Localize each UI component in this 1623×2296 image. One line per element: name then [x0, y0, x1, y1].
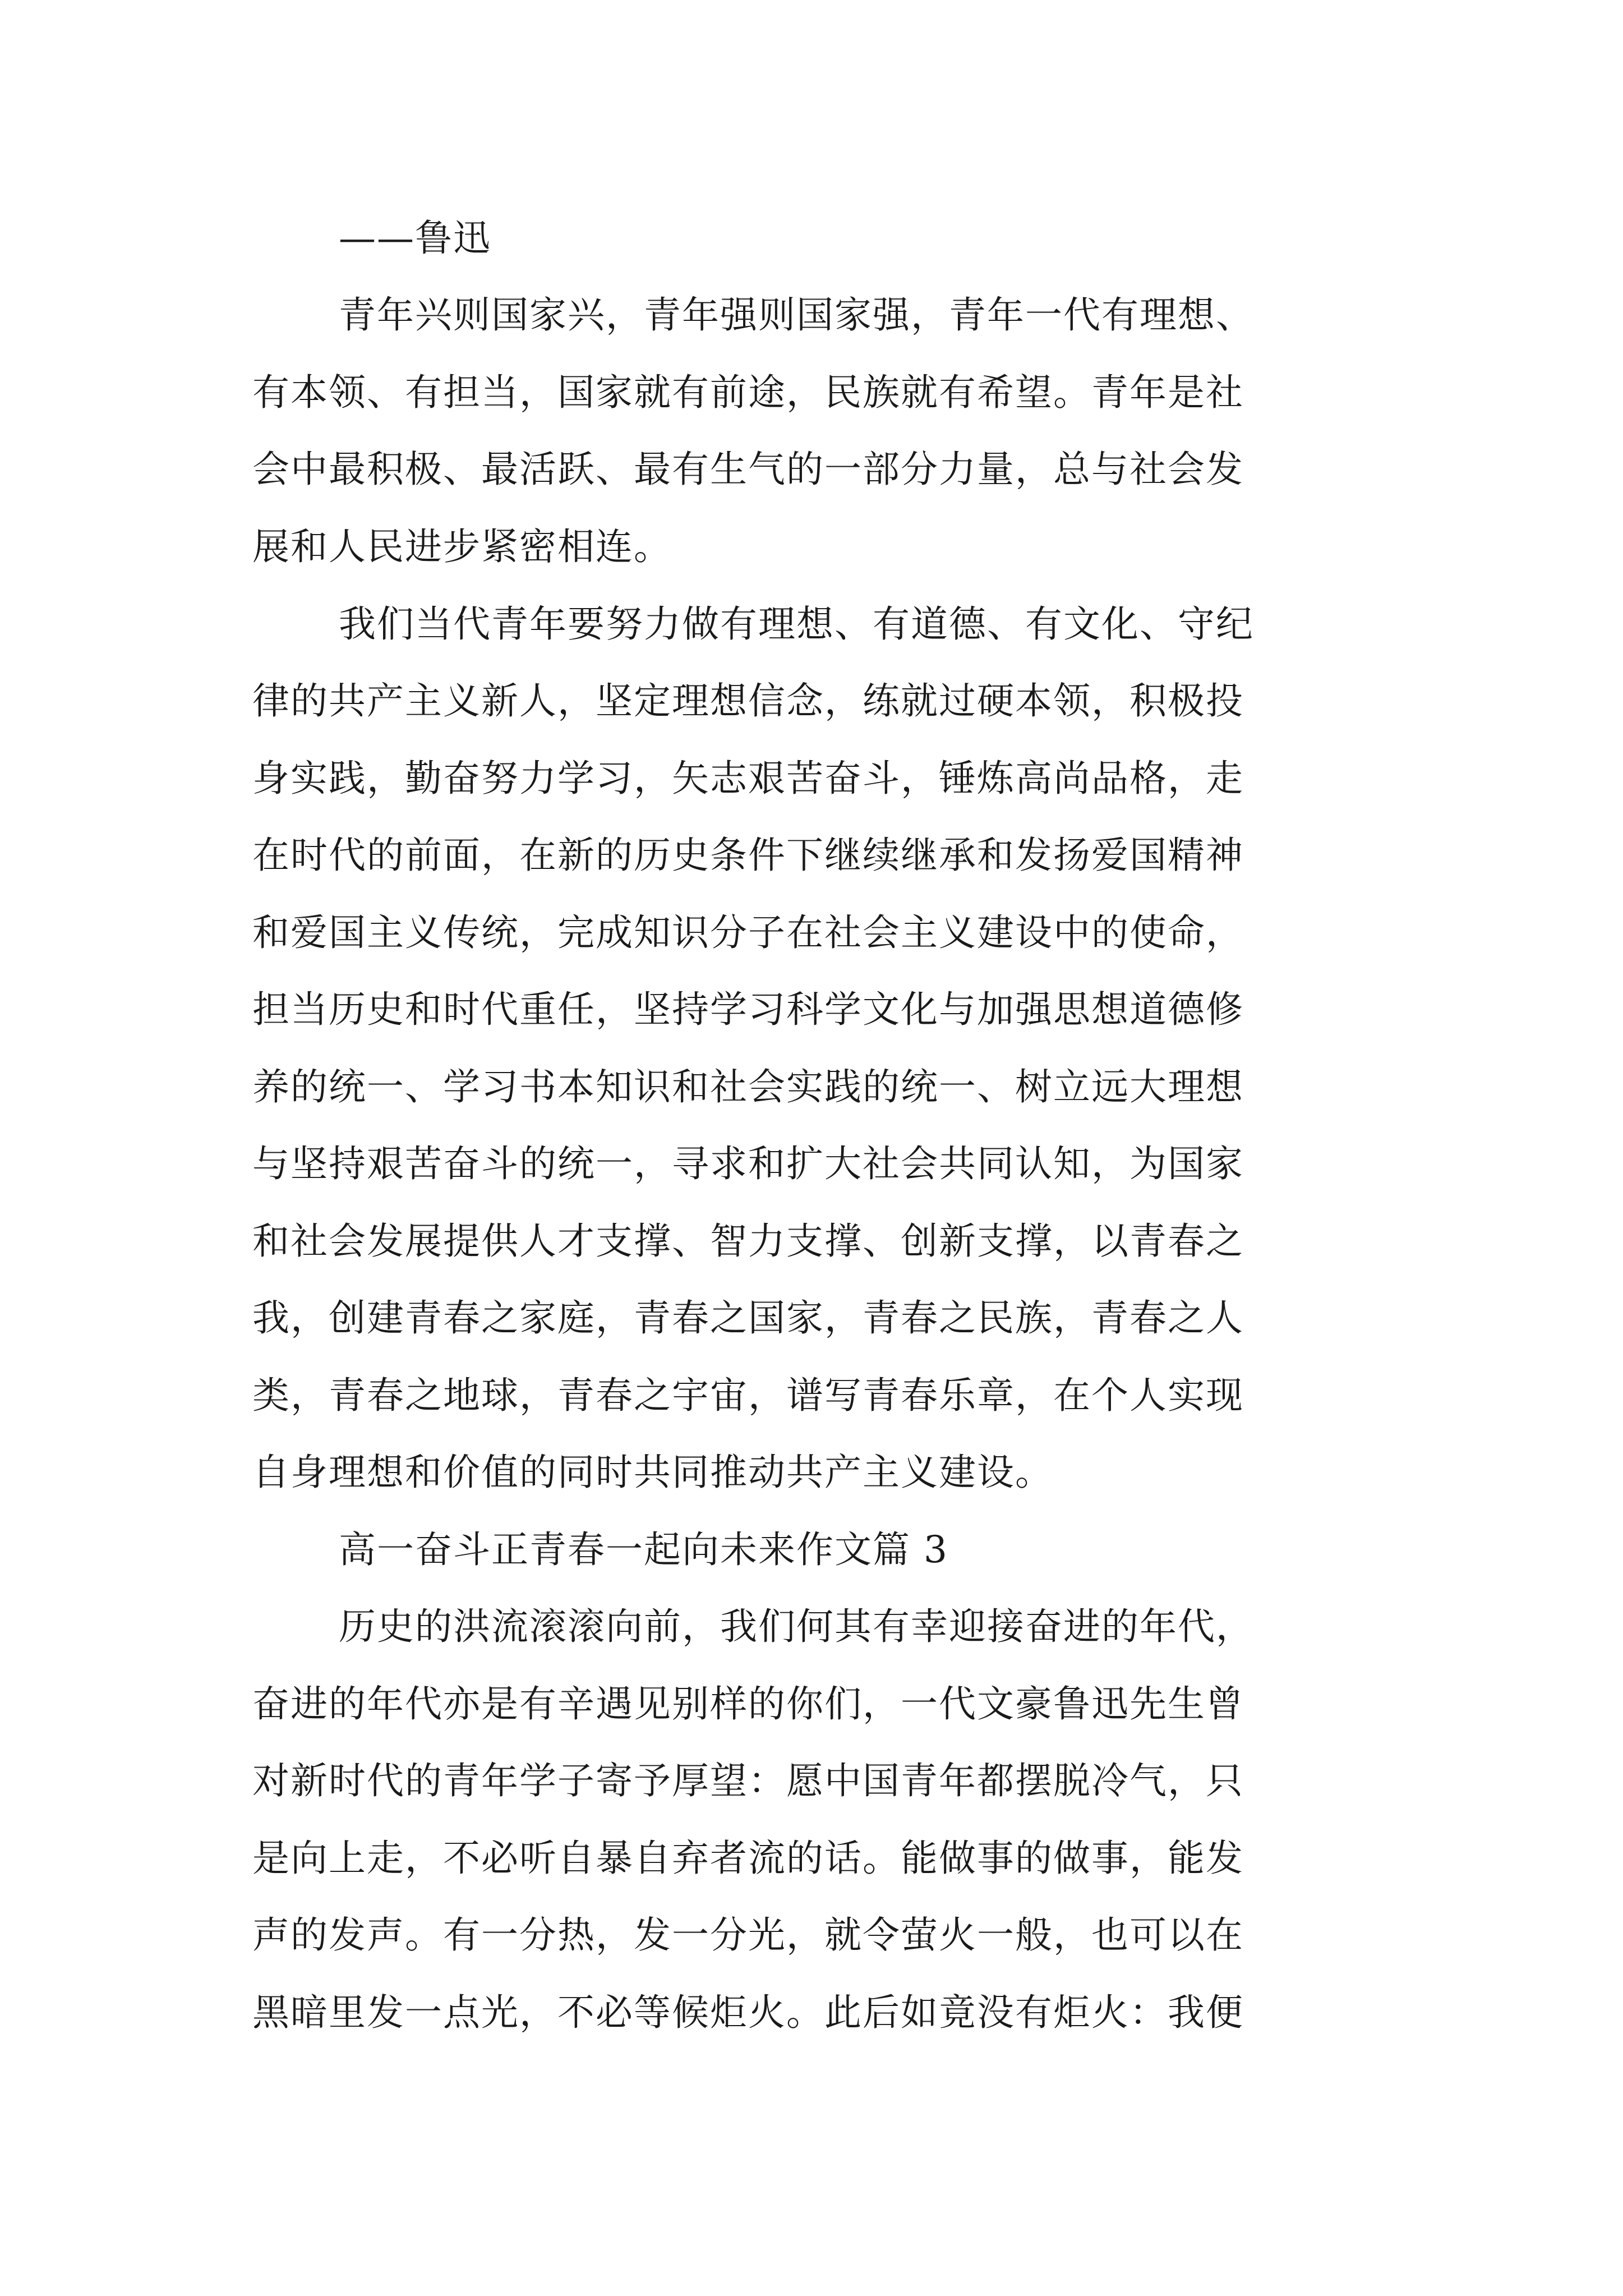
text-line: 会中最积极、最活跃、最有生气的一部分力量，总与社会发 [252, 448, 1244, 491]
section-heading: 高一奋斗正青春一起向未来作文篇 3 [339, 1528, 948, 1571]
text-line: 展和人民进步紧密相连。 [252, 525, 672, 568]
text-line: 律的共产主义新人，坚定理想信念，练就过硬本领，积极投 [252, 679, 1244, 723]
text-line: 养的统一、学习书本知识和社会实践的统一、树立远大理想 [252, 1065, 1244, 1108]
text-line: 是向上走，不必听自暴自弃者流的话。能做事的做事，能发 [252, 1837, 1244, 1880]
text-line: 黑暗里发一点光，不必等候炬火。此后如竟没有炬火：我便 [252, 1991, 1244, 2034]
text-line: 对新时代的青年学子寄予厚望：愿中国青年都摆脱冷气，只 [252, 1759, 1244, 1802]
text-line: 类，青春之地球，青春之宇宙，谱写青春乐章，在个人实现 [252, 1374, 1244, 1417]
text-line: 我们当代青年要努力做有理想、有道德、有文化、守纪 [339, 602, 1254, 646]
text-line: 和爱国主义传统，完成知识分子在社会主义建设中的使命， [252, 911, 1244, 954]
quote-attribution: ——鲁迅 [339, 217, 491, 260]
text-line: 自身理想和价值的同时共同推动共产主义建设。 [252, 1451, 1053, 1494]
text-line: 有本领、有担当，国家就有前途，民族就有希望。青年是社 [252, 371, 1244, 414]
text-line: 在时代的前面，在新的历史条件下继续继承和发扬爱国精神 [252, 834, 1244, 877]
text-line: 我，创建青春之家庭，青春之国家，青春之民族，青春之人 [252, 1296, 1244, 1340]
text-line: 与坚持艰苦奋斗的统一，寻求和扩大社会共同认知，为国家 [252, 1142, 1244, 1185]
text-line: 和社会发展提供人才支撑、智力支撑、创新支撑，以青春之 [252, 1220, 1244, 1263]
text-line: 奋进的年代亦是有辛遇见别样的你们，一代文豪鲁迅先生曾 [252, 1682, 1244, 1726]
text-line: 历史的洪流滚滚向前，我们何其有幸迎接奋进的年代， [339, 1605, 1254, 1648]
text-line: 身实践，勤奋努力学习，矢志艰苦奋斗，锤炼高尚品格，走 [252, 757, 1244, 800]
text-line: 担当历史和时代重任，坚持学习科学文化与加强思想道德修 [252, 988, 1244, 1031]
text-line: 声的发声。有一分热，发一分光，就令萤火一般，也可以在 [252, 1913, 1244, 1957]
text-line: 青年兴则国家兴，青年强则国家强，青年一代有理想、 [339, 293, 1254, 337]
